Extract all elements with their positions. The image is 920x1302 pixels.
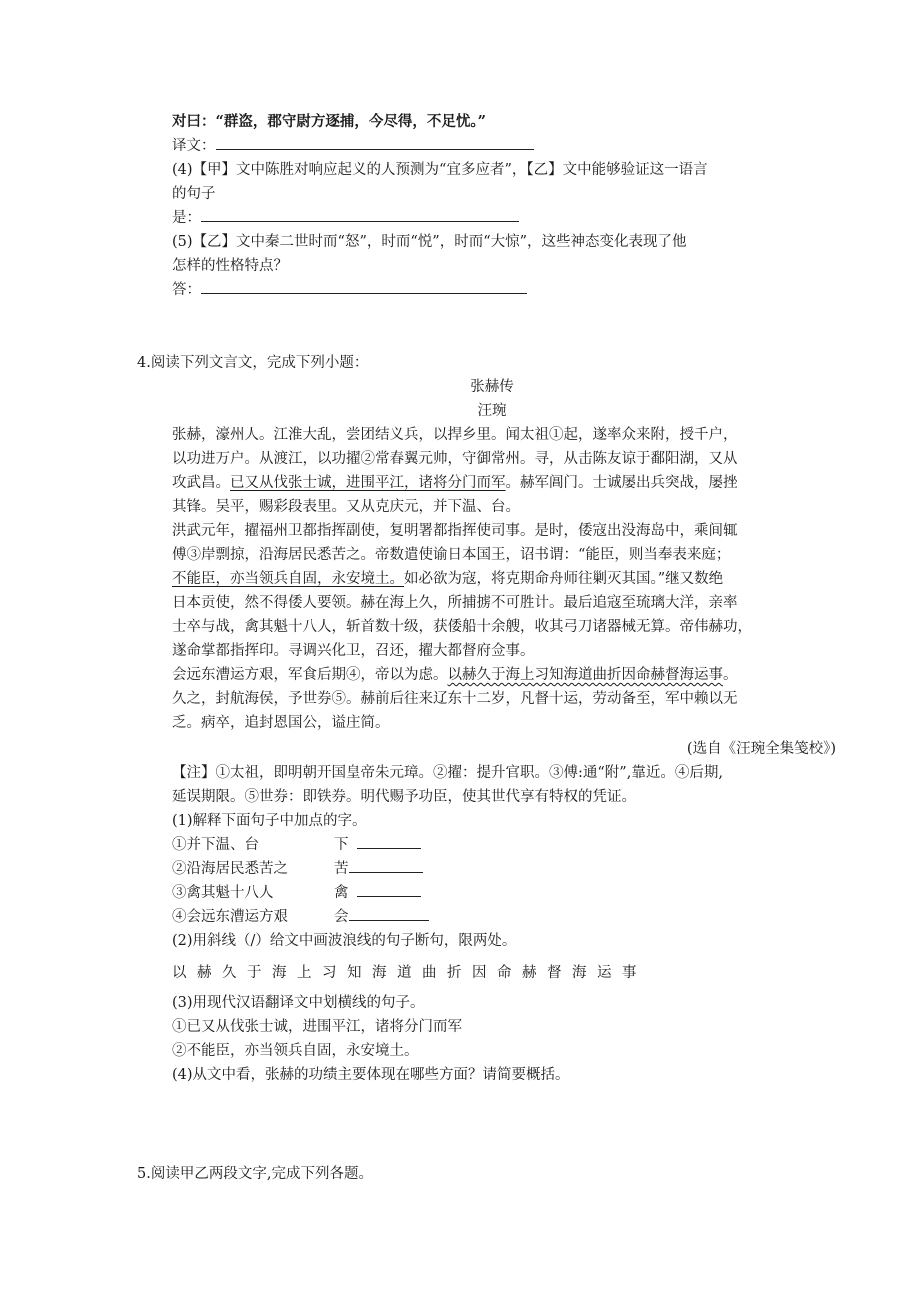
q4-answer-blank[interactable]: [201, 207, 519, 222]
passage-p2-line3: [172, 568, 723, 590]
passage-p1-line3: [172, 472, 738, 494]
q4-prompt-line2: 的句子: [172, 186, 216, 202]
passage-p2-line2: 傅③岸剽掠，沿海居民悉苦之。帝数遣使谕日本国王，诏书谓：“能臣，则当奉表来庭；: [172, 547, 731, 563]
spaced-sentence: 以赫久于海上习知海道曲折因命赫督海运事: [172, 965, 647, 981]
q5-prompt-line1: (5)【乙】文中秦二世时而“怒”，时而“悦”，时而“大惊”，这些神态变化表现了他: [172, 234, 687, 250]
item-row-1: [172, 834, 421, 856]
text-segment: 会远东漕运方艰，军食后期④，帝以为虑。: [172, 667, 448, 683]
q5-answer-row: [172, 279, 527, 301]
q5-prompt-line2: 怎样的性格特点？: [172, 258, 288, 274]
item-row-3: [172, 882, 421, 904]
subquestion-3-item-a: ①已又从伐张士诚，进围平江，诸将分门而军: [172, 1019, 462, 1035]
passage-p1-line2: 以功进万户。从渡江，以功擢②常春翼元帅，守御常州。寻，从击陈友谅于鄱阳湖，又从: [172, 451, 738, 467]
wavy-sentence: 以赫久于海上习知海道曲折因命赫督海运事: [447, 667, 723, 683]
passage-source: (选自《汪琬全集笺校》): [686, 741, 836, 757]
item-phrase: ③禽其魁十八人: [172, 885, 274, 901]
quote-line: 对曰：“群盗，郡守尉方逐捕，今尽得，不足忧。”: [172, 113, 486, 130]
item-key: 下: [334, 837, 349, 853]
subquestion-4: (4)从文中看，张赫的功绩主要体现在哪些方面？请简要概括。: [172, 1067, 570, 1083]
notes-line1: 【注】①太祖，即明朝开国皇帝朱元璋。②擢：提升官职。③傅:通“附”,靠近。④后期,: [172, 765, 723, 781]
text-segment: 如必欲为寇，将克期命舟师往剿灭其国。”继又数绝: [404, 571, 724, 587]
item-blank[interactable]: [357, 834, 421, 849]
passage-p2-line1: 洪武元年，擢福州卫都指挥副使，复明署都指挥使司事。是时，倭寇出没海岛中，乘间辄: [172, 523, 738, 539]
subquestion-3-item-b: ②不能臣，亦当领兵自固，永安境土。: [172, 1043, 419, 1059]
q4-header: 4.阅读下列文言文，完成下列小题：: [137, 355, 369, 371]
notes-line2: 延误期限。⑤世券：即铁券。明代赐予功臣，使其世代享有特权的凭证。: [172, 789, 636, 805]
q5-answer-blank[interactable]: [201, 279, 527, 294]
q4-answer-label: 是：: [172, 210, 201, 226]
subquestion-1: (1)解释下面句子中加点的字。: [172, 813, 367, 829]
passage-p1-line4: 其锋。吴平，赐彩段表里。又从克庆元，并下温、台。: [172, 499, 520, 515]
item-key: 苦: [334, 861, 349, 877]
passage-p2-line5: 士卒与战，禽其魁十八人，斩首数十级，获倭船十余艘，收其弓刀诸器械无算。帝伟赫功，: [172, 619, 752, 635]
q5-answer-label: 答：: [172, 282, 201, 298]
item-phrase: ①并下温、台: [172, 837, 259, 853]
passage-p2-line6: 遂命掌都指挥印。寻调兴化卫，召还，擢大都督府佥事。: [172, 643, 535, 659]
item-blank[interactable]: [357, 882, 421, 897]
subquestion-2: (2)用斜线（/）给文中画波浪线的句子断句，限两处。: [172, 933, 517, 949]
item-row-2: [172, 858, 423, 880]
passage-p3-line3: 乏。病卒，追封恩国公，谥庄简。: [172, 715, 390, 731]
passage-author: 汪琬: [477, 403, 507, 419]
item-blank[interactable]: [349, 858, 423, 873]
item-phrase: ④会远东漕运方艰: [172, 909, 288, 925]
q4-prompt-line1: (4)【甲】文中陈胜对响应起义的人预测为“宜多应者”，【乙】文中能够验证这一语言: [172, 162, 708, 178]
translation-label: 译文：: [172, 138, 216, 154]
q5-header: 5.阅读甲乙两段文字,完成下列各题。: [137, 1166, 373, 1182]
passage-p2-line4: 日本贡使，然不得倭人要领。赫在海上久，所捕掳不可胜计。最后追寇至琉璃大洋，亲率: [172, 595, 738, 611]
passage-p3-line1: [172, 664, 738, 686]
translation-blank[interactable]: [216, 135, 534, 150]
text-segment: 。: [723, 667, 738, 683]
subquestion-3: (3)用现代汉语翻译文中划横线的句子。: [172, 995, 425, 1011]
item-key: 会: [334, 909, 349, 925]
text-segment: 。赫军阊门。士诚屡出兵突战，屡挫: [505, 475, 738, 491]
item-phrase: ②沿海居民悉苦之: [172, 861, 288, 877]
translation-row: [172, 135, 534, 157]
passage-title: 张赫传: [470, 379, 514, 395]
item-row-4: [172, 906, 429, 928]
underlined-sentence-2: 不能臣，亦当领兵自固，永安境土。: [172, 571, 404, 587]
item-blank[interactable]: [349, 906, 429, 921]
item-key: 禽: [334, 885, 349, 901]
passage-p3-line2: 久之，封航海侯，予世券⑤。赫前后往来辽东十二岁，凡督十运，劳动备至，军中赖以无: [172, 691, 738, 707]
passage-p1-line1: 张赫，濠州人。江淮大乱，尝团结义兵，以捍乡里。闻太祖①起，遂率众来附，授千户，: [172, 427, 738, 443]
underlined-sentence-1: 已又从伐张士诚，进围平江，诸将分门而军: [230, 475, 506, 491]
text-segment: 攻武昌。: [172, 475, 230, 491]
q4-answer-row: [172, 207, 519, 229]
